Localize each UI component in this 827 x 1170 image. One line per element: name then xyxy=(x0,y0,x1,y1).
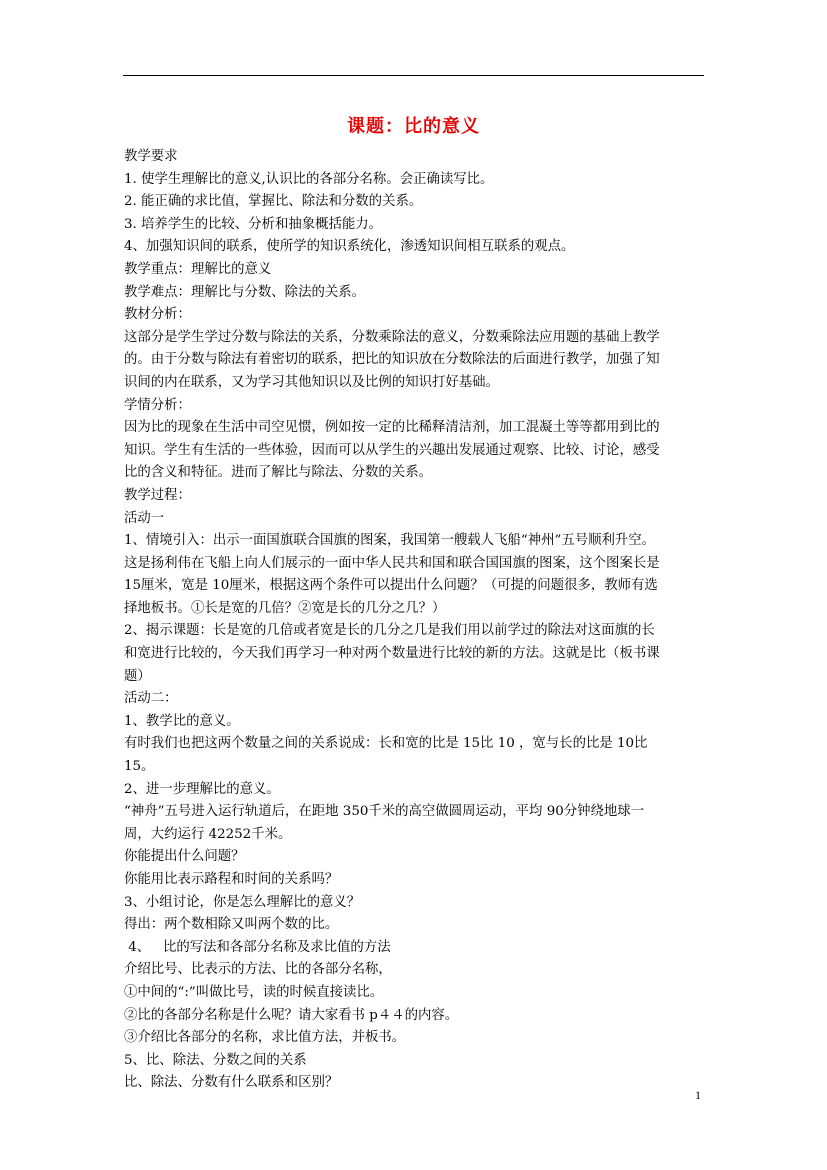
text-line: 3. 培养学生的比较、分析和抽象概括能力。 xyxy=(124,216,383,232)
text-line: 知识。学生有生活的一些体验，因而可以从学生的兴趣出发展通过观察、比较、讨论，感受 xyxy=(124,442,660,458)
text-line: 周，大约运行 42252千米。 xyxy=(124,826,292,842)
text-line: 4、加强知识间的联系，使所学的知识系统化，渗透知识间相互联系的观点。 xyxy=(124,239,575,255)
text-line: 识间的内在联系，又为学习其他知识以及比例的知识打好基础。 xyxy=(124,374,499,390)
page-title: 课题：比的意义 xyxy=(347,116,480,137)
text-line: 的。由于分数与除法有着密切的联系，把比的知识放在分数除法的后面进行教学，加强了知 xyxy=(124,352,660,368)
text-line: 教学过程： xyxy=(124,487,191,503)
text-line: 学情分析： xyxy=(124,397,191,413)
document-body xyxy=(124,146,708,1095)
text-line: 介绍比号、比表示的方法、比的各部分名称， xyxy=(124,962,392,978)
text-line: 你能提出什么问题？ xyxy=(124,849,245,865)
text-line: 比、除法、分数有什么联系和区别？ xyxy=(124,1075,339,1091)
text-line: 1. 使学生理解比的意义,认识比的各部分名称。会正确读写比。 xyxy=(124,171,494,187)
text-line: 教学难点：理解比与分数、除法的关系。 xyxy=(124,284,366,300)
text-line: ②比的各部分名称是什么呢？请大家看书 p４４的内容。 xyxy=(124,1007,459,1023)
header-rule xyxy=(123,75,704,76)
text-line: 你能用比表示路程和时间的关系吗？ xyxy=(124,872,339,887)
text-line: 教材分析： xyxy=(124,307,191,323)
text-line: 这部分是学生学过分数与除法的关系，分数乘除法的意义，分数乘除法应用题的基础上教学 xyxy=(124,329,660,345)
text-line: 1、教学比的意义。 xyxy=(124,713,240,729)
page-number: 1 xyxy=(695,1088,701,1102)
text-line: 2. 能正确的求比值，掌握比、除法和分数的关系。 xyxy=(124,194,423,210)
text-line: 教学要求 xyxy=(124,149,178,164)
text-line: 2、揭示课题：长是宽的几倍或者宽是长的几分之几是我们用以前学过的除法对这面旗的长 xyxy=(124,623,655,639)
text-line: 教学重点：理解比的意义 xyxy=(124,261,272,277)
text-line: 因为比的现象在生活中司空见惯，例如按一定的比稀释清洁剂，加工混凝土等等都用到比的 xyxy=(124,420,660,436)
text-line: 活动二： xyxy=(124,691,178,707)
text-line: 这是扬利伟在飞船上向人们展示的一面中华人民共和国和联合国国旗的图案，这个图案长是 xyxy=(124,555,660,571)
text-line: 15厘米，宽是 10厘米，根据这两个条件可以提出什么问题？（可提的问题很多，教师有选 xyxy=(124,578,658,594)
text-line: 2、进一步理解比的意义。 xyxy=(124,781,280,797)
text-line: “神舟”五号进入运行轨道后，在距地 350千米的高空做圆周运动，平均 90分钟绕地球一 xyxy=(124,804,645,820)
text-line: 题） xyxy=(124,668,151,684)
text-line: 4、 比的写法和各部分名称及求比值的方法 xyxy=(124,939,391,955)
text-line: ①中间的“:”叫做比号，读的时候直接读比。 xyxy=(124,984,384,1000)
text-line: 和宽进行比较的，今天我们再学习一种对两个数量进行比较的新的方法。这就是比（板书课 xyxy=(124,646,660,662)
text-line: 15。 xyxy=(124,759,155,775)
text-line: 得出：两个数相除又叫两个数的比。 xyxy=(124,917,339,933)
text-line: 5、比、除法、分数之间的关系 xyxy=(124,1052,307,1068)
text-line: 比的含义和特征。进而了解比与除法、分数的关系。 xyxy=(124,465,432,481)
text-line: 择地板书。①长是宽的几倍？②宽是长的几分之几？） xyxy=(124,600,446,616)
text-line: 有时我们也把这两个数量之间的关系说成：长和宽的比是 15比 10 ，宽与长的比是 10比 xyxy=(124,736,648,752)
text-line: ③介绍比各部分的名称，求比值方法，并板书。 xyxy=(124,1030,406,1046)
text-line: 活动一 xyxy=(124,510,165,526)
text-line: 3、小组讨论，你是怎么理解比的意义？ xyxy=(124,894,361,910)
text-line: 1、情境引入：出示一面国旗联合国旗的图案，我国第一艘载人飞船“神州”五号顺利升空。 xyxy=(124,533,656,549)
